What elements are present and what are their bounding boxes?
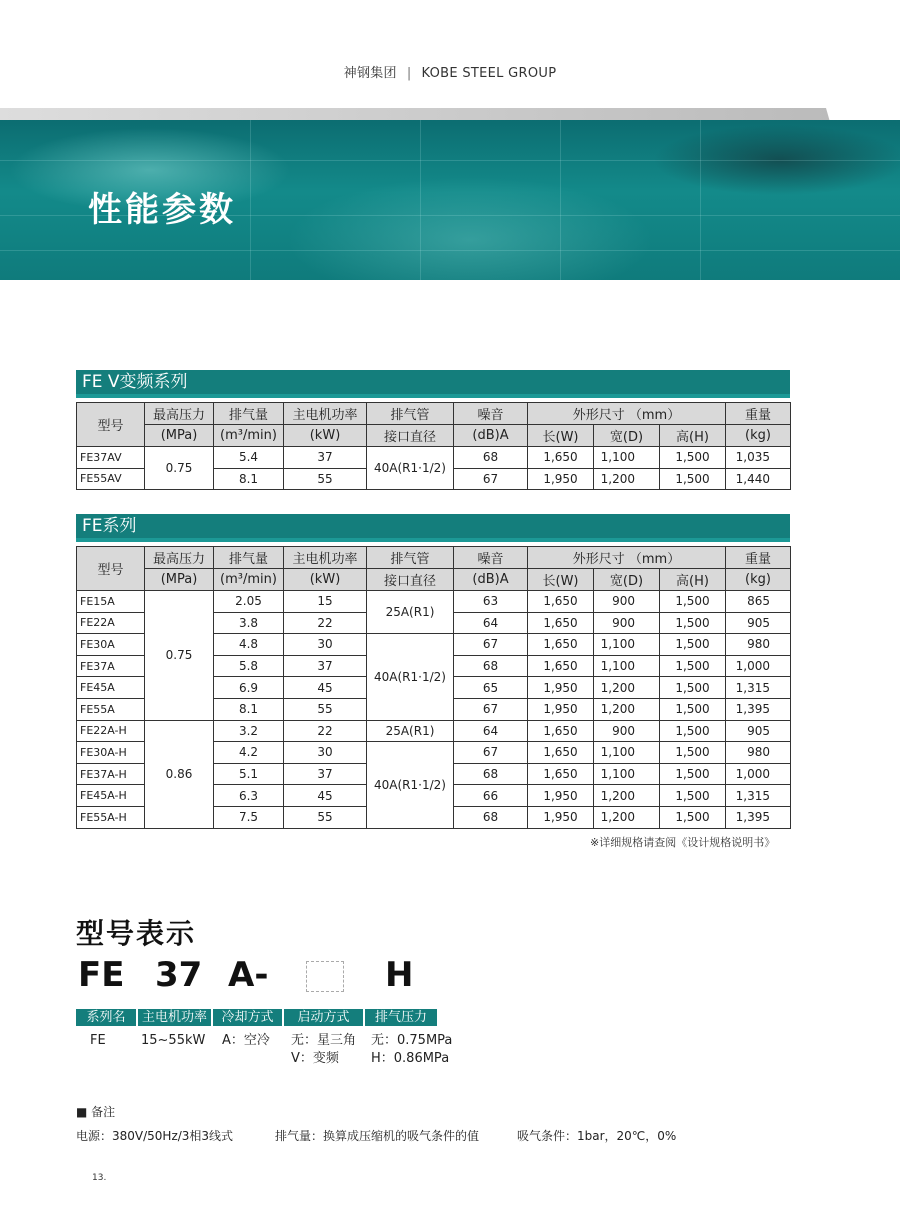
noise-cell: 68 [454, 763, 528, 785]
col-length: 长(W) [528, 425, 594, 447]
col-discharge-pipe: 排气管 [367, 403, 454, 425]
flow-cell: 8.1 [214, 468, 284, 490]
width-cell: 1,200 [594, 785, 660, 807]
power-cell: 55 [284, 698, 367, 720]
brand-en: KOBE STEEL GROUP [421, 66, 557, 81]
length-cell: 1,950 [528, 677, 594, 699]
page-number: 13. [92, 1173, 107, 1183]
power-cell: 22 [284, 720, 367, 742]
height-cell: 1,500 [660, 655, 726, 677]
model-cell: FE55AV [77, 468, 145, 490]
col-max-pressure-unit: (MPa) [145, 425, 214, 447]
width-cell: 1,200 [594, 468, 660, 490]
legend-cooling: 冷却方式 [213, 1009, 282, 1026]
power-cell: 22 [284, 612, 367, 634]
fe-spec-table [76, 546, 791, 829]
model-cell: FE30A [77, 634, 145, 656]
flow-cell: 3.8 [214, 612, 284, 634]
height-cell: 1,500 [660, 612, 726, 634]
length-cell: 1,650 [528, 742, 594, 764]
model-cell: FE37A-H [77, 763, 145, 785]
value-start-1: 无：星三角 [291, 1033, 357, 1048]
model-cell: FE45A [77, 677, 145, 699]
col-noise: 噪音 [454, 547, 528, 569]
width-cell: 1,100 [594, 447, 660, 469]
table-row [77, 591, 791, 613]
designation-legend [76, 1009, 439, 1026]
pressure-cell: 0.86 [145, 720, 214, 828]
power-cell: 15 [284, 591, 367, 613]
power-cell: 55 [284, 806, 367, 828]
weight-cell: 980 [726, 634, 791, 656]
weight-cell: 1,035 [726, 447, 791, 469]
width-cell: 1,100 [594, 634, 660, 656]
flow-cell: 6.3 [214, 785, 284, 807]
noise-cell: 63 [454, 591, 528, 613]
width-cell: 1,100 [594, 655, 660, 677]
col-weight: 重量 [726, 547, 791, 569]
power-cell: 37 [284, 655, 367, 677]
value-pressure-1: 无：0.75MPa [371, 1033, 453, 1048]
model-cell: FE37AV [77, 447, 145, 469]
weight-cell: 905 [726, 612, 791, 634]
width-cell: 900 [594, 591, 660, 613]
weight-cell: 1,395 [726, 806, 791, 828]
col-width: 宽(D) [594, 569, 660, 591]
col-noise-unit: (dB)A [454, 569, 528, 591]
col-air-delivery-unit: (m³/min) [214, 569, 284, 591]
height-cell: 1,500 [660, 468, 726, 490]
pipe-cell: 40A(R1·1/2) [367, 634, 454, 720]
width-cell: 1,100 [594, 763, 660, 785]
col-model: 型号 [77, 403, 145, 447]
length-cell: 1,650 [528, 612, 594, 634]
code-cooling: A- [228, 955, 269, 995]
weight-cell: 905 [726, 720, 791, 742]
col-max-pressure: 最高压力 [145, 403, 214, 425]
section-title-fe: FE系列 [76, 514, 790, 538]
pipe-cell: 40A(R1·1/2) [367, 447, 454, 490]
legend-power: 主电机功率 [138, 1009, 211, 1026]
model-cell: FE45A-H [77, 785, 145, 807]
flow-cell: 8.1 [214, 698, 284, 720]
power-cell: 30 [284, 634, 367, 656]
section-title-fev: FE V变频系列 [76, 370, 790, 394]
code-series: FE [78, 955, 125, 995]
weight-cell: 1,440 [726, 468, 791, 490]
col-max-pressure: 最高压力 [145, 547, 214, 569]
weight-cell: 1,315 [726, 785, 791, 807]
length-cell: 1,950 [528, 785, 594, 807]
col-weight: 重量 [726, 403, 791, 425]
pipe-cell: 40A(R1·1/2) [367, 742, 454, 828]
flow-cell: 5.8 [214, 655, 284, 677]
remark-air-delivery: 排气量：换算成压缩机的吸气条件的值 [275, 1129, 480, 1143]
col-dimensions: 外形尺寸 （mm） [528, 403, 726, 425]
width-cell: 900 [594, 612, 660, 634]
noise-cell: 66 [454, 785, 528, 807]
legend-series: 系列名 [76, 1009, 136, 1026]
model-cell: FE37A [77, 655, 145, 677]
height-cell: 1,500 [660, 742, 726, 764]
model-cell: FE55A-H [77, 806, 145, 828]
banner [0, 120, 900, 280]
model-cell: FE15A [77, 591, 145, 613]
weight-cell: 1,315 [726, 677, 791, 699]
col-motor-power-unit: (kW) [284, 425, 367, 447]
col-length: 长(W) [528, 569, 594, 591]
code-start-placeholder [306, 961, 344, 992]
remark-power-supply: 电源：380V/50Hz/3相3线式 [76, 1129, 234, 1143]
col-weight-unit: (kg) [726, 569, 791, 591]
weight-cell: 1,000 [726, 655, 791, 677]
noise-cell: 68 [454, 447, 528, 469]
height-cell: 1,500 [660, 785, 726, 807]
weight-cell: 980 [726, 742, 791, 764]
legend-pressure: 排气压力 [365, 1009, 437, 1026]
height-cell: 1,500 [660, 447, 726, 469]
height-cell: 1,500 [660, 763, 726, 785]
fev-spec-table [76, 402, 791, 490]
pipe-cell: 25A(R1) [367, 591, 454, 634]
legend-start: 启动方式 [284, 1009, 363, 1026]
length-cell: 1,650 [528, 447, 594, 469]
model-designation-title: 型号表示 [76, 917, 197, 950]
table-row [77, 447, 791, 469]
height-cell: 1,500 [660, 634, 726, 656]
code-power: 37 [155, 955, 203, 995]
brand-header [0, 62, 900, 81]
noise-cell: 64 [454, 720, 528, 742]
col-height: 高(H) [660, 425, 726, 447]
col-dimensions: 外形尺寸 （mm） [528, 547, 726, 569]
noise-cell: 64 [454, 612, 528, 634]
power-cell: 37 [284, 763, 367, 785]
col-motor-power: 主电机功率 [284, 403, 367, 425]
code-pressure: H [385, 955, 414, 995]
flow-cell: 7.5 [214, 806, 284, 828]
flow-cell: 2.05 [214, 591, 284, 613]
brand-separator: | [406, 66, 412, 81]
length-cell: 1,950 [528, 806, 594, 828]
model-cell: FE55A [77, 698, 145, 720]
col-discharge-pipe-sub: 接口直径 [367, 569, 454, 591]
length-cell: 1,650 [528, 720, 594, 742]
col-air-delivery: 排气量 [214, 403, 284, 425]
power-cell: 45 [284, 785, 367, 807]
col-air-delivery-unit: (m³/min) [214, 425, 284, 447]
pipe-cell: 25A(R1) [367, 720, 454, 742]
remarks-title: ■ 备注 [76, 1105, 116, 1119]
flow-cell: 5.1 [214, 763, 284, 785]
noise-cell: 68 [454, 655, 528, 677]
page-title: 性能参数 [88, 190, 236, 230]
length-cell: 1,650 [528, 655, 594, 677]
value-cooling: A：空冷 [222, 1033, 270, 1048]
col-height: 高(H) [660, 569, 726, 591]
width-cell: 1,200 [594, 677, 660, 699]
noise-cell: 65 [454, 677, 528, 699]
power-cell: 55 [284, 468, 367, 490]
height-cell: 1,500 [660, 806, 726, 828]
model-cell: FE22A-H [77, 720, 145, 742]
flow-cell: 5.4 [214, 447, 284, 469]
col-noise: 噪音 [454, 403, 528, 425]
remark-intake: 吸气条件：1bar，20℃，0% [517, 1129, 677, 1143]
col-width: 宽(D) [594, 425, 660, 447]
col-max-pressure-unit: (MPa) [145, 569, 214, 591]
flow-cell: 4.2 [214, 742, 284, 764]
height-cell: 1,500 [660, 698, 726, 720]
width-cell: 1,200 [594, 698, 660, 720]
col-air-delivery: 排气量 [214, 547, 284, 569]
col-motor-power: 主电机功率 [284, 547, 367, 569]
power-cell: 45 [284, 677, 367, 699]
length-cell: 1,950 [528, 468, 594, 490]
noise-cell: 67 [454, 742, 528, 764]
model-cell: FE30A-H [77, 742, 145, 764]
power-cell: 30 [284, 742, 367, 764]
height-cell: 1,500 [660, 677, 726, 699]
col-noise-unit: (dB)A [454, 425, 528, 447]
width-cell: 900 [594, 720, 660, 742]
noise-cell: 67 [454, 634, 528, 656]
width-cell: 1,100 [594, 742, 660, 764]
col-discharge-pipe: 排气管 [367, 547, 454, 569]
pressure-cell: 0.75 [145, 591, 214, 721]
height-cell: 1,500 [660, 720, 726, 742]
table-row [77, 720, 791, 742]
model-cell: FE22A [77, 612, 145, 634]
col-weight-unit: (kg) [726, 425, 791, 447]
length-cell: 1,650 [528, 591, 594, 613]
width-cell: 1,200 [594, 806, 660, 828]
power-cell: 37 [284, 447, 367, 469]
flow-cell: 4.8 [214, 634, 284, 656]
weight-cell: 1,395 [726, 698, 791, 720]
noise-cell: 67 [454, 698, 528, 720]
col-discharge-pipe-sub: 接口直径 [367, 425, 454, 447]
length-cell: 1,650 [528, 634, 594, 656]
weight-cell: 865 [726, 591, 791, 613]
length-cell: 1,950 [528, 698, 594, 720]
col-motor-power-unit: (kW) [284, 569, 367, 591]
length-cell: 1,650 [528, 763, 594, 785]
value-series: FE [90, 1033, 106, 1048]
noise-cell: 68 [454, 806, 528, 828]
spec-note: ※详细规格请查阅《设计规格说明书》 [590, 836, 776, 849]
flow-cell: 6.9 [214, 677, 284, 699]
flow-cell: 3.2 [214, 720, 284, 742]
pressure-cell: 0.75 [145, 447, 214, 490]
height-cell: 1,500 [660, 591, 726, 613]
noise-cell: 67 [454, 468, 528, 490]
col-model: 型号 [77, 547, 145, 591]
value-pressure-2: H：0.86MPa [371, 1051, 450, 1066]
value-start-2: V：变频 [291, 1051, 339, 1066]
value-power: 15~55kW [141, 1033, 206, 1048]
weight-cell: 1,000 [726, 763, 791, 785]
brand-cn: 神钢集团 [343, 66, 397, 81]
